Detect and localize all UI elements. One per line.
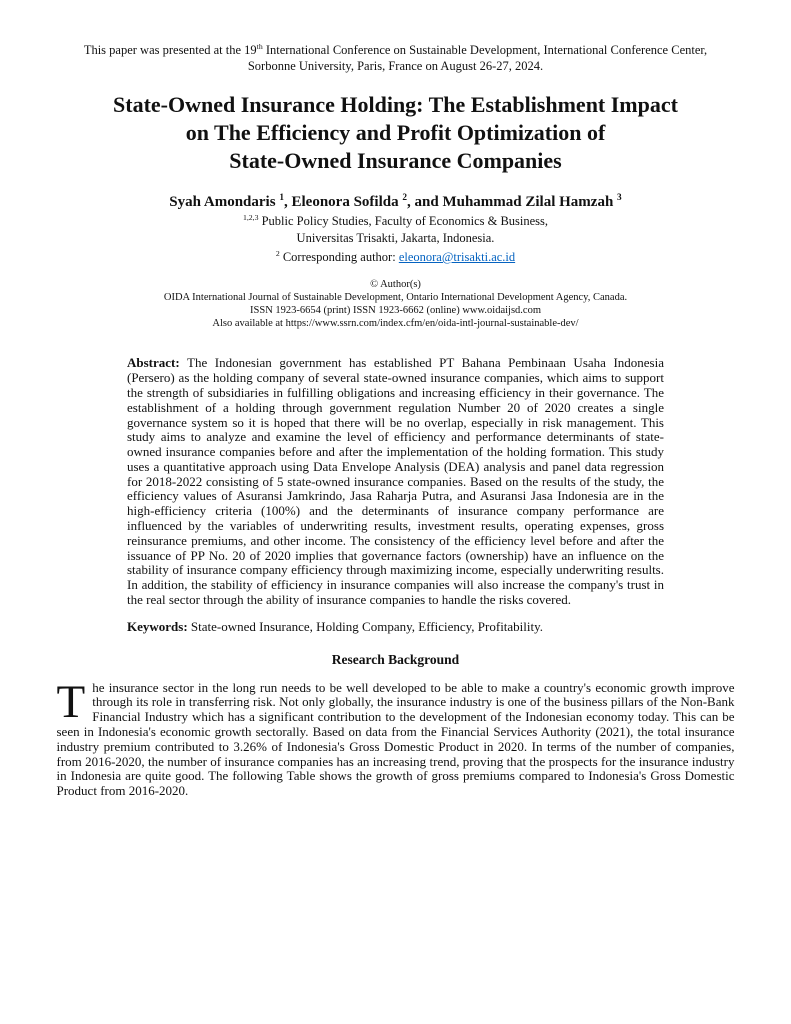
keywords-label: Keywords: [127, 618, 188, 634]
affiliation-line-1 [0, 213, 791, 230]
author-separator-1: , [283, 193, 292, 210]
abstract-text: The Indonesian government has established PT Bahana Pembinaan Usaha Indonesia (Persero) as the holding company of several state-owned insurance companies, which aims to support the strength of subsidiaries in fulfilling obligations and increasing efficiency in their governance. The establishment of a holding through government regulation Number 20 of 2020 creates a single governance system so it is hoped that there will be no overlap, especially in risk management. This study aims to analyze and examine the level of efficiency and performance determinants of state-owned insurance companies before and after the implementation of the holding formation. This study uses a quantitative approach using Data Envelope Analysis (DEA) analysis and panel data regression for 2018-2022 consisting of 5 state-owned insurance companies. Based on the results of the study, the efficiency values of Asuransi Jamkrindo, Jasa Raharja Putra, and Asuransi Jasa Indonesia are in the high-efficiency criteria (100%) and the determinants of insurance company performance are influenced by the variables of underwriting results, investment results, operating expenses, gross reinsurance premiums, and other income. The consistency of the efficiency level before and after the issuance of PP No. 20 of 2020 implies that governance factors (ownership) have an influence on the stability of insurance company efficiency through maximizing income, especially underwriting results. In addition, the stability of efficiency in insurance companies will also increase the company's trust in the real sector through the ability of insurance companies to handle the risks covered. [127, 355, 664, 608]
conference-note-text-rest: International Conference on Sustainable Development, International Conference Center, Sorbonne University, Paris, France on August 26-27, 2024. [247, 43, 708, 74]
availability-line: Also available at https://www.ssrn.com/index.cfm/en/oida-intl-journal-sustainable-dev/ [212, 318, 579, 330]
copyright-line: © Author(s) [370, 278, 421, 290]
author-3-superscript: 3 [617, 192, 622, 203]
corresponding-email-link[interactable]: eleonora@trisakti.ac.id [398, 250, 516, 265]
affiliation-superscript: 1,2,3 [242, 212, 259, 222]
abstract-label: Abstract: [127, 355, 180, 371]
author-separator-2: , and [407, 193, 443, 210]
ordinal-superscript: th [256, 42, 263, 51]
affiliation-university: Universitas Trisakti, Jakarta, Indonesia. [296, 231, 495, 246]
issn-line: ISSN 1923-6654 (print) ISSN 1923-6662 (online) www.oidaijsd.com [250, 305, 541, 317]
author-2-name: Eleonora Sofilda [291, 193, 403, 210]
authors-line [0, 193, 791, 211]
author-1-name: Syah Amondaris [169, 193, 280, 210]
body-paragraph [56, 675, 735, 799]
affiliation-line-2 [0, 231, 791, 247]
affiliation-text: Public Policy Studies, Faculty of Economics & Business, [258, 213, 549, 228]
keywords-line [127, 620, 664, 635]
author-1-superscript: 1 [279, 192, 284, 203]
corresponding-label: Corresponding author: [279, 250, 399, 265]
conference-note-text: This paper was presented at the 19 [83, 43, 257, 58]
dropcap-letter: T [56, 675, 86, 728]
keywords-text: State-owned Insurance, Holding Company, Efficiency, Profitability. [187, 618, 544, 634]
author-2-superscript: 2 [402, 192, 407, 203]
paper-title-line-1: State-Owned Insurance Holding: The Establishment Impact [113, 92, 678, 118]
section-heading-research-background: Research Background [331, 651, 460, 667]
journal-name-line: OIDA International Journal of Sustainable Development, Ontario International Development Agency, Canada. [163, 291, 628, 303]
corresponding-author-line [0, 249, 791, 266]
journal-imprint [0, 278, 791, 331]
corresponding-superscript: 2 [275, 249, 280, 259]
conference-note [72, 0, 720, 74]
author-3-name: Muhammad Zilal Hamzah [442, 193, 618, 210]
paper-title [0, 91, 791, 175]
body-paragraph-text: he insurance sector in the long run needs to be well developed to be able to make a country's economic growth improve through its role in transferring risk. Not only globally, the insurance industry is one of the business pillars of the Non-Bank Financial Industry which has a significant contribution to the development of the Indonesian economy today. This can be seen in Indonesia's economic growth sectorally. Based on data from the Financial Services Authority (2021), the total insurance industry premium contributed to 3.26% of Indonesia's Gross Domestic Product in 2020. In terms of the number of companies, from 2016-2020, the number of insurance companies has an increasing trend, proving that the prospects for the insurance industry in Indonesia are quite good. The following Table shows the growth of gross premiums compared to Indonesia's Gross Domestic Product from 2016-2020. [56, 679, 735, 799]
paper-title-line-2: on The Efficiency and Profit Optimization of [185, 120, 606, 146]
abstract-paragraph [127, 356, 664, 608]
paper-title-line-3: State-Owned Insurance Companies [229, 148, 562, 174]
